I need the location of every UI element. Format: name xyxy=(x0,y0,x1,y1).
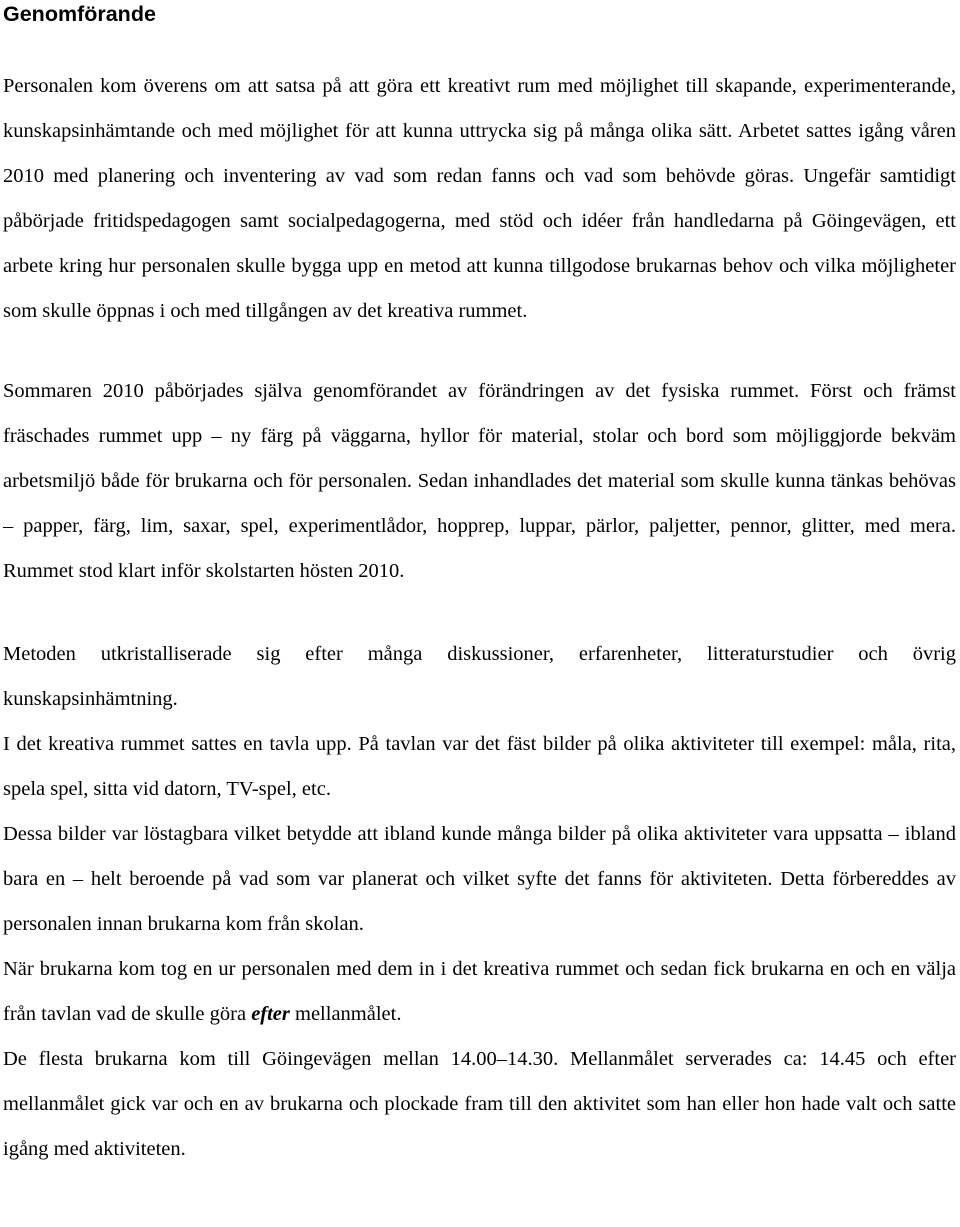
paragraph-choice-text: När brukarna kom tog en ur personalen med dem in i det kreativa rummet och sedan fick brukarna en och en välja från tavlan vad de skulle göra xyxy=(3,958,956,1025)
emphasis-efter: efter xyxy=(251,1003,290,1025)
paragraph-choice xyxy=(3,947,956,1037)
paragraph-schedule: De flesta brukarna kom till Göingevägen mellan 14.00–14.30. Mellanmålet serverades ca: 14.45 och efter mellanmålet gick var och en av brukarna och plockade fram till den aktivitet som han eller hon hade valt och satte igång med aktiviteten. xyxy=(3,1048,956,1160)
paragraph-choice-end: mellanmålet. xyxy=(289,1003,402,1025)
paragraph-pictures: Dessa bilder var löstagbara vilket betydde att ibland kunde många bilder på olika aktiviteter vara uppsatta – ibland bara en – helt beroende på vad som var planerat och vilket syfte det fanns för aktiviteten. Detta förbereddes av personalen innan brukarna kom från skolan. xyxy=(3,823,956,935)
paragraph-method: Metoden utkristalliserade sig efter många diskussioner, erfarenheter, litteraturstudier och övrig kunskapsinhämtning. xyxy=(3,643,956,710)
paragraph-summer-2010: Sommaren 2010 påbörjades själva genomförandet av förändringen av det fysiska rummet. Först och främst fräschades rummet upp – ny färg på väggarna, hyllor för material, stolar och bord som möjliggjorde bekväm arbetsmiljö både för brukarna och för personalen. Sedan inhandlades det material som skulle kunna tänkas behövas – papper, färg, lim, saxar, spel, experimentlådor, hopprep, luppar, pärlor, paljetter, pennor, glitter, med mera. Rummet stod klart inför skolstarten hösten 2010. xyxy=(3,380,956,582)
paragraph-board: I det kreativa rummet sattes en tavla upp. På tavlan var det fäst bilder på olika aktiviteter till exempel: måla, rita, spela spel, sitta vid datorn, TV-spel, etc. xyxy=(3,733,956,800)
section-heading: Genomförande xyxy=(3,2,156,26)
paragraph-intro: Personalen kom överens om att satsa på att göra ett kreativt rum med möjlighet till skapande, experimenterande, kunskapsinhämtande och med möjlighet för att kunna uttrycka sig på många olika sätt. Arbetet sattes igång våren 2010 med planering och inventering av vad som redan fanns och vad som behövde göras. Ungefär samtidigt påbörjade fritidspedagogen samt socialpedagogerna, med stöd och idéer från handledarna på Göingevägen, ett arbete kring hur personalen skulle bygga upp en metod att kunna tillgodose brukarnas behov och vilka möjligheter som skulle öppnas i och med tillgången av det kreativa rummet. xyxy=(3,75,956,322)
